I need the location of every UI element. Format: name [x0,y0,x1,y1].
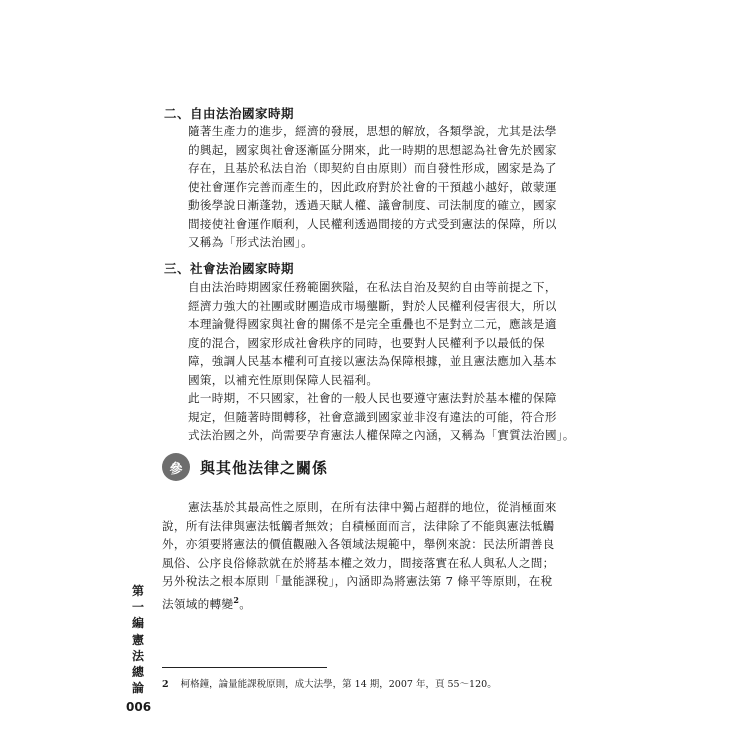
text-line [162,591,251,613]
part-label: 第一編 [131,584,144,630]
footnote-mark: 2 [162,679,169,690]
text-line: 障，強調人民基本權利可直接以憲法為保障根據，並且憲法應加入基本 [188,354,557,368]
text-line: 另外稅法之根本原則「量能課稅」，內涵即為將憲法第 7 條平等原則，在稅 [162,574,553,588]
footnote [162,676,497,690]
text-line: 經濟力強大的社團或財團造成市場壟斷，對於人民權利侵害很大，所以 [188,298,557,313]
heading-section-2: 二、自由法治國家時期 [164,106,295,121]
text-line: 規定，但隨著時間轉移，社會意識到國家並非沒有違法的可能，符合形 [188,409,557,424]
full-stop: 。 [239,596,252,611]
text-line: 隨著生產力的進步，經濟的發展，思想的解放，各類學說，尤其是法學 [188,124,557,138]
text-line: 存在，且基於私法自治（即契約自由原則）而自發性形成，國家是為了 [188,161,557,175]
topic-label: 憲法總論 [131,633,144,695]
text-line: 動後學說日漸蓬勃，透過天賦人權、議會制度、司法制度的確立，國家 [188,198,557,212]
text-line: 度的混合，國家形成社會秩序的同時，也要對人民權利予以最低的保 [188,335,545,350]
footnote-divider [162,667,327,668]
text-line: 的興起，國家與社會逐漸區分開來，此一時期的思想認為社會先於國家 [188,142,557,157]
text-line: 此一時期，不只國家，社會的一般人民也要遵守憲法對於基本權的保障 [188,391,557,405]
text-line: 外，亦須要將憲法的價值觀融入各領域法規範中，舉例來說：民法所謂善良 [162,537,555,551]
footnote-reference[interactable]: 2 [233,594,240,605]
section-badge: 參 [162,453,190,481]
heading-section-3: 三、社會法治國家時期 [164,261,295,276]
text-line: 式法治國之外，尚需要孕育憲法人權保障之內涵，又稱為「實質法治國」。 [188,428,575,442]
text-line: 國策，以補充性原則保障人民福利。 [188,372,379,387]
text-line-content: 法領域的轉變 [162,596,234,611]
text-line: 使社會運作完善而產生的，因此政府對於社會的干預越小越好，啟蒙運 [188,179,557,194]
text-line: 風俗、公序良俗條款就在於將基本權之效力，間接落實在私人與私人之間； [162,555,555,570]
section-title: 與其他法律之關係 [200,459,329,477]
text-line: 憲法基於其最高性之原則，在所有法律中獨占超群的地位，從消極面來 [188,500,557,514]
text-line: 說，所有法律與憲法牴觸者無效；自積極面而言，法律除了不能與憲法牴觸 [162,518,555,533]
page-number: 006 [126,700,152,714]
text-line: 間接使社會運作順利，人民權利透過間接的方式受到憲法的保障，所以 [188,216,557,231]
text-line: 又稱為「形式法治國」。 [188,235,314,249]
footnote-text: 柯格鐘，論量能課稅原則，成大法學，第 14 期，2007 年，頁 55～120。 [180,679,497,690]
text-line: 自由法治時期國家任務範圍狹隘，在私法自治及契約自由等前提之下， [188,280,557,294]
text-line: 本理論覺得國家與社會的關係不是完全重疊也不是對立二元，應該是適 [188,317,557,331]
